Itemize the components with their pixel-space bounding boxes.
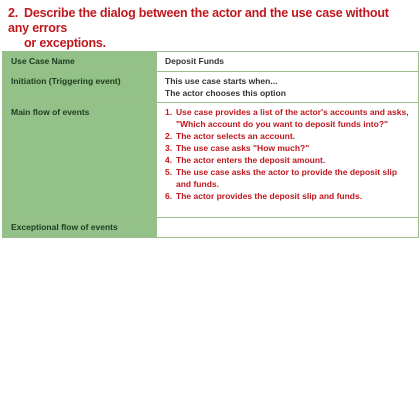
list-item: [165, 154, 410, 166]
table-row: [3, 218, 419, 238]
row-label-exceptional-flow: Exceptional flow of events: [3, 218, 157, 238]
heading-number: 2.: [8, 6, 19, 20]
initiation-line-1: This use case starts when...: [165, 76, 278, 86]
main-flow-value: [157, 103, 419, 218]
heading-line-2: or exceptions.: [24, 36, 106, 50]
step-text: The use case asks the actor to provide the deposit slip and funds.: [176, 167, 398, 189]
step-text: The use case asks "How much?": [176, 143, 310, 153]
step-number: 1.: [165, 107, 173, 117]
use-case-table: [2, 51, 419, 238]
table-row: [3, 103, 419, 218]
initiation-line-2: The actor chooses this option: [165, 88, 286, 98]
list-item: [165, 190, 410, 202]
use-case-name-value: Deposit Funds: [157, 52, 419, 72]
list-item: [165, 106, 410, 130]
table-row: [3, 52, 419, 72]
table-row: [3, 72, 419, 103]
step-text: The actor enters the deposit amount.: [176, 155, 326, 165]
initiation-value: [157, 72, 419, 103]
list-item: [165, 130, 410, 142]
step-number: 3.: [165, 143, 173, 153]
row-label-use-case-name: Use Case Name: [3, 52, 157, 72]
list-item: [165, 142, 410, 154]
step-number: 6.: [165, 191, 173, 201]
row-label-main-flow: Main flow of events: [3, 103, 157, 218]
heading-text-1: Describe the dialog between the actor and the use case without any errors: [8, 6, 389, 35]
step-number: 5.: [165, 167, 173, 177]
instruction-heading: [8, 6, 408, 51]
list-item: [165, 166, 410, 190]
step-number: 4.: [165, 155, 173, 165]
step-text: The actor selects an account.: [176, 131, 296, 141]
row-label-initiation: Initiation (Triggering event): [3, 72, 157, 103]
step-text: The actor provides the deposit slip and funds.: [176, 191, 363, 201]
exceptional-flow-value: [157, 218, 419, 238]
main-flow-list: [165, 106, 410, 202]
heading-line-1: [8, 6, 408, 36]
step-text: Use case provides a list of the actor's accounts and asks, "Which account do you want to deposit funds into?": [176, 107, 409, 129]
step-number: 2.: [165, 131, 173, 141]
